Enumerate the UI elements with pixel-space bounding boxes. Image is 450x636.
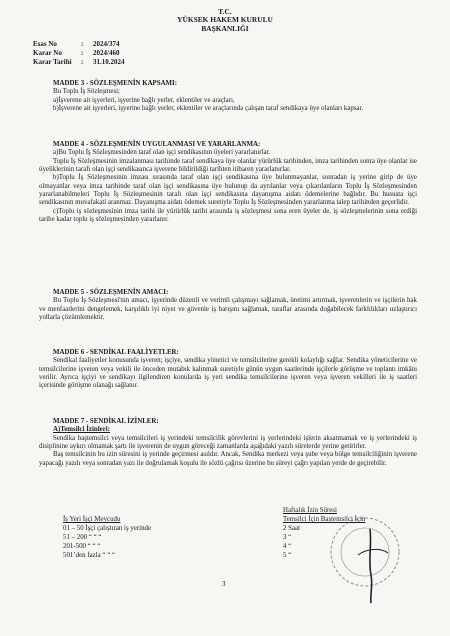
article-4-title: MADDE 4 - SÖZLEŞMENİN UYGULANMASI VE YARARLANMA: xyxy=(53,141,261,148)
article-3: MADDE 3 - SÖZLEŞMENİN KAPSAMI: Bu Toplu İş Sözleşmesi; a)İşverene ait işyerleri, işyerine bağlı yerler, eklentiler ve araçları, b)İşverene ait işyerleri, işyerine bağlı yerler, eklentiler ve araçlarında çalışan taraf sendikaya üye olanları kapsar. xyxy=(39,80,417,113)
header-institution: YÜKSEK HAKEM KURULU xyxy=(177,15,273,24)
table-right-header: Haftalık İzin Süresi xyxy=(283,507,337,514)
header-presidency: BAŞKANLIĞI xyxy=(201,24,249,33)
article-7: MADDE 7 - SENDİKAL İZİNLER: A)Temsilci İzinleri: Sendika baştemsilci veya temsilcileri iş yerindeki temsilcilik görevlerini iş yerlerindeki işlerin aksatmamak ve iş yerlerindeki iş disiplinine aykırı olmamak şartı ile işverenin de uygun göreceği zamanlarda aşağıdaki yazılı sürelerde yerine getirirler. Baş temsilcinin bu izin süresini iş yerinde geçirmesi asıldır. Ancak, Sendika merkezi veya şube veya bölge temsilciliğinin işverene yapacağı yazılı veya sonradan yazı ile doğrulamak koşulu ile sözlü çağrısı üzerine bu süreyi çağrı yapılan yerde de geçirebilir. xyxy=(39,418,417,467)
header-tc: T.C. xyxy=(218,7,232,16)
article-6: MADDE 6 - SENDİKAL FAALİYETLER: Sendikal faaliyetler konusunda işveren; işçiye, sendika yönetici ve temsilcilerine gerekli kolaylığı sağlar. Sendika yöneticilerine ve temsilcilerine işveren veya vekili ile önceden mutabık kalınmak suretiyle günün uygun saatlerinde işçilerle görüşme ve toplantı imkânı verilir. Ayrıca işçiyi ve sendikayı ilgilendiren konularda iş yeri sendika temsilcilerine işveren veya işveren vekilleri ile iş saatleri içerisinde görüşme olanağı sağlanır. xyxy=(39,349,417,390)
table-left-header: İş Yeri İşçi Mevcudu xyxy=(63,516,121,523)
meta-esas: Esas No : 2024/374 xyxy=(33,40,120,48)
signature-icon xyxy=(340,525,400,605)
table-row: 201-500 “ “ “ xyxy=(63,543,101,550)
table-row: 4 “ xyxy=(283,543,292,550)
table-row: 2 Saat xyxy=(283,525,301,532)
meta-karar: Karar No : 2024/460 xyxy=(33,49,120,57)
table-row: 3 “ xyxy=(283,534,292,541)
page-number: 3 xyxy=(222,580,226,588)
article-7-title: MADDE 7 - SENDİKAL İZİNLER: xyxy=(53,418,159,425)
meta-karar-tarihi: Karar Tarihi : 31.10.2024 xyxy=(33,58,125,66)
table-row: 501’den fazla “ “ “ xyxy=(63,552,116,559)
leave-table-left xyxy=(63,515,151,560)
article-5-title: MADDE 5 - SÖZLEŞMENİN AMACI: xyxy=(53,289,169,296)
article-6-title: MADDE 6 - SENDİKAL FAALİYETLER: xyxy=(53,349,179,356)
table-right-subheader: Temsilci İçin Baştemsilci İçin xyxy=(283,516,366,523)
table-row: 51 – 200 “ “ “ xyxy=(63,534,102,541)
table-row: 01 – 50 İşçi çalıştıran iş yerinde xyxy=(63,525,152,532)
article-5: MADDE 5 - SÖZLEŞMENİN AMACI: Bu Toplu İş Sözleşmesi'nin amacı, işyerinde düzenli ve verimli çalışmayı sağlamak, üretimi artırmak, işverenlerin ve işçilerin hak ve menfaatlerini dengelemek, karşılıklı iyi niyet ve güvenle iş barışını sağlamak, taraflar arasında doğabilecek farklılıkları uzlaştırıcı yollarla çözümlemektir. xyxy=(39,289,417,322)
table-row: 5 “ xyxy=(283,552,292,559)
article-4: MADDE 4 - SÖZLEŞMENİN UYGULANMASI VE YARARLANMA: a)Bu Toplu İş Sözleşmesinden taraf olan işçi sendikasının üyeleri yararlanırlar. Toplu İş Sözleşmesinin imzalanması tarihinde taraf sendikaya üye olanlar yürürlük tarihinden, imza tarihinden sonra üye olanlar ise üyeliklerinin tarafı olan işçi sendikasınca işverene bildirildiği tarihten itibaren yararlanırlar. b)Toplu İş Sözleşmesinin imzası sırasında taraf olan işçi sendikasına üye bulunmayanlar, sonradan iş yerine girip de üye olmayanlar veya imza tarihinde taraf olan işçi sendikasına üye bulunup da ayrılanlar veya çıkarılanların Toplu İş Sözleşmesinden yararlanabilmeleri Toplu İş Sözleşmesinin tarafı olan işçi sendikasına dayanışma aidatı ödemelerine bağlıdır. Bu hususta işçi sendikasının muvafakati aranmaz. Dayanışma aidatı ödemek suretiyle Toplu İş Sözleşmesinden yararlanma talep tarihinden geçerlidir. c)Toplu iş sözleşmesinin imza tarihi ile yürürlük tarihi arasında iş sözleşmesi sona eren üyeler de, iş sözleşmelerinin sona erdiği tarihe kadar toplu iş sözleşmesinden yararlanır. xyxy=(39,141,417,224)
article-7-subtitle: A)Temsilci İzinleri: xyxy=(53,426,110,434)
article-3-title: MADDE 3 - SÖZLEŞMENİN KAPSAMI: xyxy=(53,80,178,87)
